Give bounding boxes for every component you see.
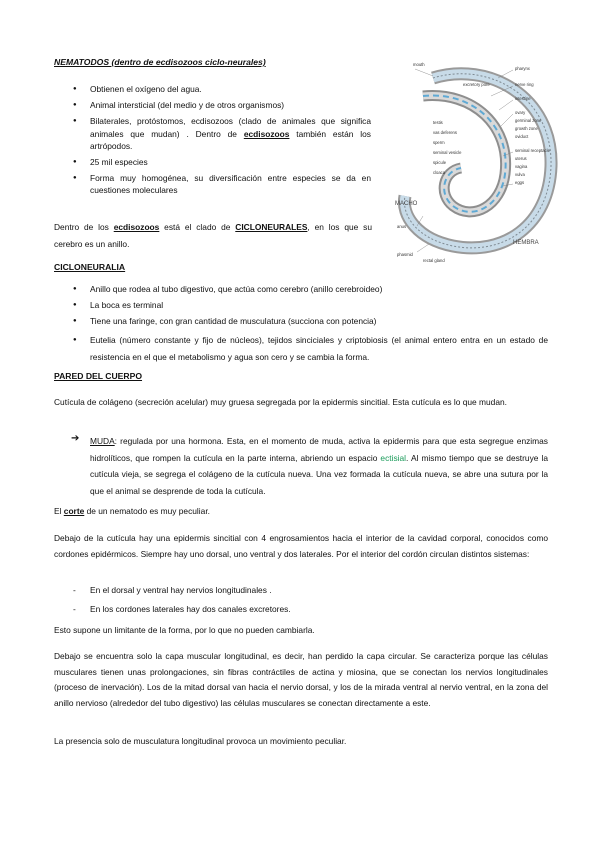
label-vagina: vagina xyxy=(515,164,528,169)
label-spicule: spicule xyxy=(433,160,447,165)
arrow-right-icon: ➔ xyxy=(71,433,80,444)
label-testis: testis xyxy=(433,120,443,125)
list-item: ● Anillo que rodea al tubo digestivo, que actúa como cerebro (anillo cerebroideo) xyxy=(73,283,548,295)
list-item: ● La boca es terminal xyxy=(73,299,548,311)
label-macho: MACHO xyxy=(395,201,418,207)
label-rectal-gland: rectal gland xyxy=(423,258,445,263)
label-seminal-vesicle: seminal vesicle xyxy=(433,150,462,155)
epidermis-paragraph: Debajo de la cutícula hay una epidermis sincitial con 4 engrosamientos hacia el interior de la cavidad corporal, conocidos como cordones epidérmicos. Siempre hay uno dorsal, uno ventral y dos laterales. Por el interior del cordón circulan distintos sistemas: xyxy=(54,533,548,560)
label-phasmid: phasmid xyxy=(397,252,413,257)
list-item: ● Eutelia (número constante y ﬁjo de núcleos), tejidos sinciciales y criptobiosis (el animal entero entra en un estado de resistencia en el que el metabolismo y agua son cero y se cambia la forma. xyxy=(73,332,548,366)
label-vulva: vulva xyxy=(515,172,525,177)
label-oviduct: oviduct xyxy=(515,134,529,139)
cuticula-paragraph: Cutícula de colágeno (secreción acelular) muy gruesa segregada por la epidermis sincitial. Esta cutícula es lo que mudan. xyxy=(54,397,507,407)
musculatura-paragraph: Debajo se encuentra solo la capa muscular longitudinal, es decir, han perdido la capa circular. Se caracteriza porque las células musculares tienen unas prolongaciones, sin ﬁbras contráctiles de actina y miosina, que se conectan los nervios longitudinales (proceso de inervación). Los de la mitad dorsal van hacia el nervio dorsal, y los de la mirada ventral al nervio ventral, en la zona del anillo nervioso (alrededor del tubo digestivo) las células musculares se conectan directamente a este. xyxy=(54,651,548,708)
label-hembra: HEMBRA xyxy=(513,240,539,246)
muda-paragraph: MUDA: regulada por una hormona. Esta, en el momento de muda, activa la epidermis para que esta segregue enzimas hidrolíticos, que rompen la cutícula en la parte interna, abriendo un espacio ectisial. Al mismo tiempo que se destruye la cutícula vieja, se segrega el colágeno de la cutícula nueva. Una vez formada la cutícula nueva, se abre una sutura por la que el animal se desprende de toda la cutícula. xyxy=(90,436,548,496)
label-nerve-ring: nerve ring xyxy=(515,82,534,87)
list-item: ● 25 mil especies xyxy=(73,156,371,168)
label-sperm: sperm xyxy=(433,140,445,145)
label-mouth: mouth xyxy=(413,62,425,67)
cicloneuralia-bullet-list xyxy=(73,283,548,370)
list-item: - En el dorsal y ventral hay nervios longitudinales . xyxy=(73,584,543,596)
nematode-anatomy-figure xyxy=(393,56,563,266)
label-excretory-pore: excretory pore xyxy=(463,82,490,87)
section-heading-nematodos: NEMATODOS (dentro de ecdisozoos ciclo-neurales) xyxy=(54,57,266,67)
list-item: ● Obtienen el oxígeno del agua. xyxy=(73,83,371,95)
movimiento-paragraph: La presencia solo de musculatura longitudinal provoca un movimiento peculiar. xyxy=(54,736,347,746)
limitante-paragraph: Esto supone un limitante de la forma, por lo que no pueden cambiarla. xyxy=(54,625,315,635)
label-growth-zone: growth zone xyxy=(515,126,538,131)
list-item: ● Bilaterales, protóstomos, ecdisozoos (clado de animales que signiﬁca animales que mudan) . Dentro de ecdisozoos también están los artrópodos. xyxy=(73,115,371,152)
list-item: ● Forma muy homogénea, su diversiﬁcación entre especies se da en cuestiones moleculares xyxy=(73,172,371,196)
label-ovary: ovary xyxy=(515,110,526,115)
corte-paragraph: El corte de un nematodo es muy peculiar. xyxy=(54,506,210,516)
label-pharynx: pharynx xyxy=(515,66,530,71)
label-uterus: uterus xyxy=(515,156,527,161)
section-heading-pared-del-cuerpo: PARED DEL CUERPO xyxy=(54,371,143,381)
label-anus: anus xyxy=(397,224,407,229)
cordones-dash-list xyxy=(73,584,543,622)
label-vas-deferens: vas deferens xyxy=(433,130,457,135)
label-germinal-zone: germinal zone xyxy=(515,118,542,123)
ecdisozoos-paragraph: Dentro de los ecdisozoos está el clado de CICLONEURALES, en los que su cerebro es un anillo. xyxy=(54,222,372,249)
label-eggs: eggs xyxy=(515,180,525,185)
label-intestine: intestine xyxy=(515,96,531,101)
list-item: - En los cordones laterales hay dos canales excretores. xyxy=(73,603,543,615)
list-item: ● Animal intersticial (del medio y de otros organismos) xyxy=(73,99,371,111)
label-cloaca: cloaca xyxy=(433,170,446,175)
nematode-diagram xyxy=(393,56,563,266)
section-heading-cicloneuralia: CICLONEURALIA xyxy=(54,262,126,272)
list-item: ● Tiene una faringe, con gran cantidad de musculatura (succiona con potencia) xyxy=(73,315,548,327)
nematodos-bullet-list xyxy=(73,83,371,201)
label-seminal-receptacle: seminal receptacle xyxy=(515,148,550,153)
